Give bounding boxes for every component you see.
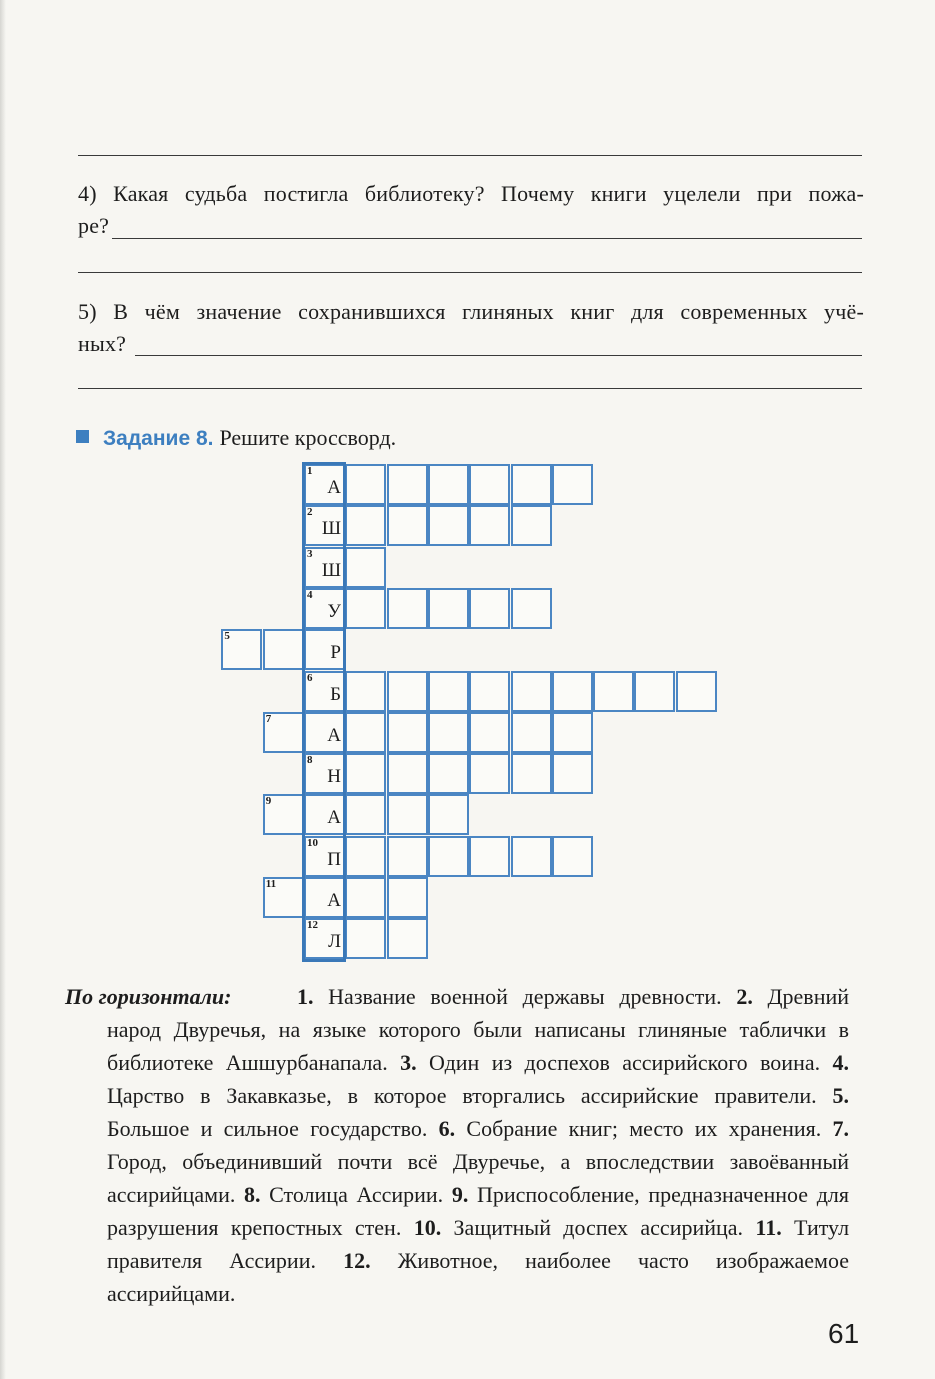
crossword-cell[interactable]: [511, 836, 552, 877]
crossword-cell[interactable]: [634, 671, 675, 712]
crossword-cell[interactable]: [304, 794, 345, 835]
key-letter: Ш: [321, 559, 341, 581]
crossword-cell[interactable]: [304, 588, 345, 629]
clue-text: Город, объединивший почти всё Двуречье, а впоследствии завоёванный ассирийцами.: [107, 1149, 849, 1207]
crossword-cell[interactable]: [469, 464, 510, 505]
clue-text: Один из доспехов ассирийского воина.: [428, 1050, 821, 1075]
key-letter: А: [327, 807, 341, 829]
clue-number: 9.: [451, 1182, 469, 1207]
key-letter: Ш: [321, 518, 341, 540]
clue-number: 1.: [297, 984, 314, 1009]
clue-text: Столица Ассирии.: [269, 1182, 444, 1207]
crossword-cell[interactable]: [428, 464, 469, 505]
clue-number: 12.: [343, 1248, 371, 1273]
crossword-cell[interactable]: [345, 671, 386, 712]
crossword-cell[interactable]: [263, 629, 304, 670]
clue-list: [107, 984, 849, 1306]
crossword-cell[interactable]: [552, 464, 593, 505]
clue-number: 7.: [832, 1116, 850, 1141]
clue-number: 10.: [413, 1215, 442, 1240]
crossword-cell[interactable]: [511, 505, 552, 546]
clue-text: Царство в Закавказье, в которое вторгались ассирийские правители.: [107, 1083, 817, 1108]
answer-line-5b[interactable]: [78, 388, 862, 389]
clue-number: 8: [307, 754, 313, 767]
clue-number: 11: [265, 878, 277, 890]
task-text: Решите кроссворд.: [219, 425, 397, 450]
clue-number: 3.: [400, 1050, 417, 1075]
crossword-cell[interactable]: [304, 836, 345, 877]
crossword-cell[interactable]: [387, 588, 428, 629]
crossword-cell[interactable]: [469, 836, 510, 877]
clue-number: 9: [265, 795, 272, 808]
crossword-cell[interactable]: [552, 753, 593, 794]
clue-text: Собрание книг; место их хранения.: [466, 1116, 822, 1141]
clue-text: Древний народ Двуречья, на языке которого были написаны глиняные таблички в библиотеке Ашшурбанапала.: [107, 984, 850, 1075]
crossword-cell[interactable]: [511, 671, 552, 712]
crossword-cell[interactable]: [428, 505, 469, 546]
crossword-cell[interactable]: [345, 547, 386, 588]
crossword-cell[interactable]: [428, 671, 469, 712]
clue-number: 4: [307, 588, 313, 601]
key-letter: А: [327, 477, 341, 498]
crossword-cell[interactable]: [345, 794, 386, 835]
crossword-cell[interactable]: [345, 836, 386, 877]
square-bullet-icon: [76, 430, 89, 443]
crossword-cell[interactable]: [304, 671, 345, 712]
crossword-cell[interactable]: [345, 464, 386, 505]
crossword-cell[interactable]: [304, 629, 345, 670]
answer-line-4a[interactable]: [112, 238, 862, 239]
clue-text: Название военной державы древности.: [328, 984, 722, 1009]
clue-number: 6: [307, 671, 313, 684]
crossword-cell[interactable]: [304, 877, 345, 918]
crossword-cell[interactable]: [387, 464, 428, 505]
clues-heading: По горизонтали:: [65, 984, 232, 1009]
key-letter: Р: [330, 642, 341, 664]
clue-number: 5.: [832, 1083, 850, 1108]
crossword-cell[interactable]: [345, 505, 386, 546]
task-label: Задание 8.: [103, 427, 214, 450]
clue-number: 10: [307, 836, 318, 849]
page-edge-shadow: [0, 0, 6, 1379]
crossword-cell[interactable]: [511, 464, 552, 505]
crossword-cell[interactable]: [469, 712, 510, 753]
crossword-cell[interactable]: [469, 753, 510, 794]
clue-number: 2.: [736, 984, 753, 1009]
crossword-cell[interactable]: [387, 505, 428, 546]
crossword-cell[interactable]: [511, 588, 552, 629]
crossword-cell[interactable]: [428, 712, 469, 753]
clue-number: 4.: [832, 1050, 850, 1075]
key-letter: А: [327, 890, 341, 911]
crossword-cell[interactable]: [304, 464, 345, 505]
crossword-cell[interactable]: [428, 753, 469, 794]
clue-text: Защитный доспех ассирийца.: [453, 1215, 744, 1240]
crossword-cell[interactable]: [387, 836, 428, 877]
crossword-cell[interactable]: [345, 918, 386, 959]
clue-text: Приспособление, предназначенное для разрушения крепостных стен.: [107, 1182, 849, 1240]
clue-number: 6.: [438, 1116, 456, 1141]
crossword-cell[interactable]: [387, 877, 428, 918]
page-number: 61: [828, 1318, 860, 1349]
question-4-line2: ре?: [78, 213, 110, 238]
crossword-cell[interactable]: [263, 794, 304, 835]
key-letter: А: [327, 724, 341, 746]
answer-line: [78, 155, 862, 156]
crossword-cell[interactable]: [511, 753, 552, 794]
crossword-cell[interactable]: [428, 588, 469, 629]
crossword-cell[interactable]: [345, 712, 386, 753]
clue-number: 11.: [755, 1215, 782, 1240]
crossword-cell[interactable]: [304, 712, 345, 753]
crossword-cell[interactable]: [552, 712, 593, 753]
crossword-cell[interactable]: [263, 877, 304, 918]
clue-number: 12: [307, 919, 318, 932]
crossword-cell[interactable]: [387, 753, 428, 794]
key-letter: Н: [327, 766, 341, 788]
crossword-cell[interactable]: [511, 712, 552, 753]
key-letter: П: [327, 848, 341, 870]
crossword-cell[interactable]: [428, 836, 469, 877]
crossword-cell[interactable]: [387, 671, 428, 712]
question-4: [78, 178, 864, 242]
clue-number: 5: [224, 630, 230, 643]
key-letter: Б: [330, 683, 341, 705]
crossword-cell[interactable]: [552, 671, 593, 712]
crossword-cell[interactable]: [469, 671, 510, 712]
crossword-cell[interactable]: [304, 505, 345, 546]
crossword-cell[interactable]: [428, 794, 469, 835]
clue-text: Большое и сильное государство.: [107, 1116, 428, 1141]
crossword-cell[interactable]: [593, 671, 634, 712]
crossword-cell[interactable]: [263, 712, 304, 753]
clue-text: Титул правителя Ассирии.: [107, 1215, 850, 1273]
task-header: [76, 422, 396, 455]
key-letter: Л: [328, 931, 341, 953]
question-4-line1: 4) Какая судьба постигла библиотеку? Почему книги уцелели при пожа-: [78, 181, 864, 206]
clue-number: 7: [265, 712, 272, 725]
crossword-cell[interactable]: [345, 588, 386, 629]
answer-line-4b[interactable]: [78, 272, 862, 273]
crossword-cell[interactable]: [345, 753, 386, 794]
crossword-cell[interactable]: [387, 712, 428, 753]
crossword-cell[interactable]: [221, 629, 262, 670]
clue-number: 1: [307, 465, 313, 477]
crossword-cell[interactable]: [345, 877, 386, 918]
clues-block: [65, 980, 850, 1310]
question-5-line2: ных?: [78, 331, 127, 356]
crossword-cell[interactable]: [387, 794, 428, 835]
clue-number: 2: [307, 506, 313, 519]
crossword-cell[interactable]: [304, 918, 345, 959]
crossword-cell[interactable]: [387, 918, 428, 959]
crossword-cell[interactable]: [552, 836, 593, 877]
crossword-cell[interactable]: [304, 547, 345, 588]
question-5: [78, 296, 864, 360]
crossword-cell[interactable]: [469, 505, 510, 546]
answer-line-5a[interactable]: [135, 355, 862, 356]
crossword-cell[interactable]: [469, 588, 510, 629]
key-letter: У: [327, 600, 341, 622]
crossword-cell[interactable]: [304, 753, 345, 794]
crossword-cell[interactable]: [676, 671, 717, 712]
question-5-line1: 5) В чём значение сохранившихся глиняных книг для современных учё-: [78, 299, 864, 324]
clue-number: 8.: [244, 1182, 261, 1207]
clue-text: Животное, наиболее часто изображаемое ассирийцами.: [107, 1248, 849, 1306]
clue-number: 3: [307, 547, 313, 560]
